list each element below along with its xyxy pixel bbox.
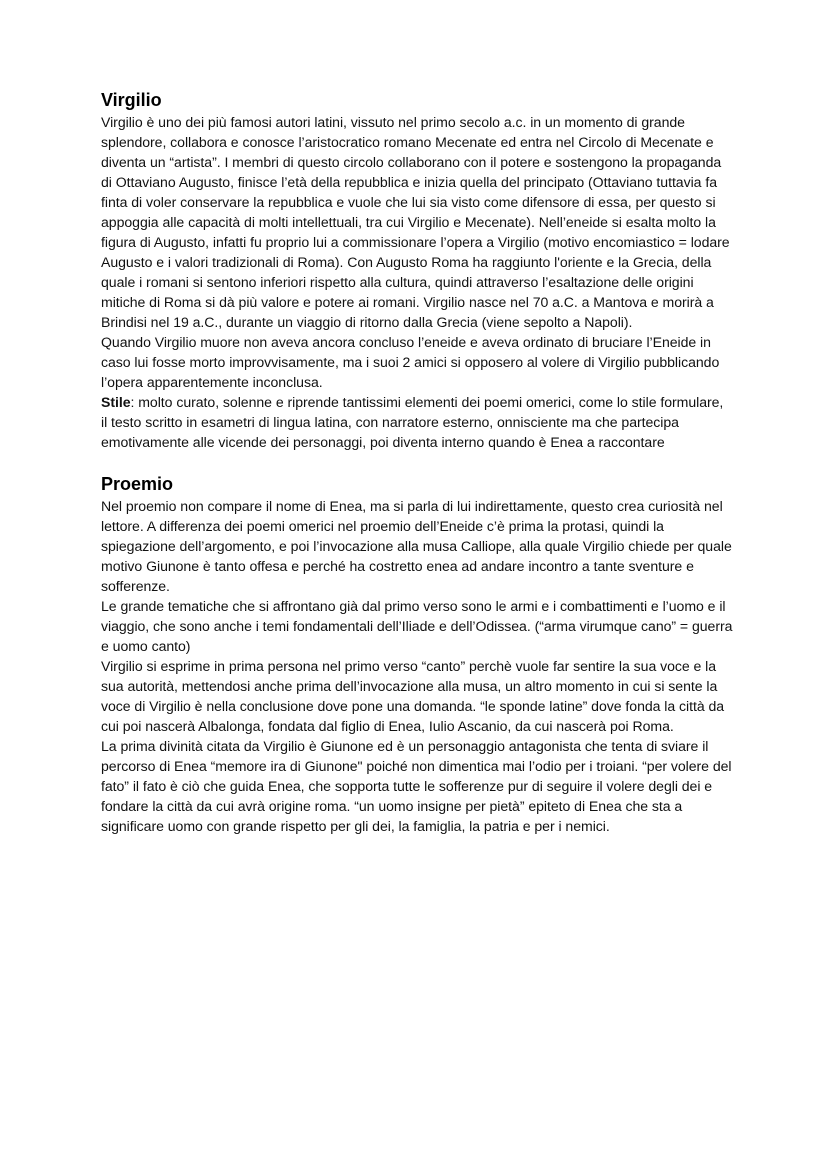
section-heading: Virgilio — [101, 90, 162, 110]
paragraph: Nel proemio non compare il nome di Enea, ma si parla di lui indirettamente, questo crea curiosità nel lettore. A differenza dei poemi omerici nel proemio dell’Eneide c’è prima la protasi, quindi la spiegazione dell’argomento, e poi l’invocazione alla musa Calliope, alla quale Virgilio chiede per quale motivo Giunone è tanto offesa e perché ha costretto enea ad andare incontro a tante sventure e sofferenze. — [101, 498, 732, 594]
paragraph: Virgilio è uno dei più famosi autori latini, vissuto nel primo secolo a.c. in un momento di grande splendore, collabora e conosce l’aristocratico romano Mecenate ed entra nel Circolo di Mecenate e diventa un “artista”. I membri di questo circolo collaborano con il potere e sostengono la propaganda di Ottaviano Augusto, finisce l’età della repubblica e inizia quella del principato (Ottaviano tuttavia fa finta di voler conservare la repubblica e vuole che lui sia visto come difensore di essa, per questo si appoggia alle capacità di molti intellettuali, tra cui Virgilio e Mecenate). Nell’eneide si esalta molto la figura di Augusto, infatti fu proprio lui a commissionare l’opera a Virgilio (motivo encomiastico = lodare Augusto e i valori tradizionali di Roma). Con Augusto Roma ha raggiunto l'oriente e la Grecia, della quale i romani si sentono inferiori rispetto alla cultura, quindi attraverso l’esaltazione delle origini mitiche di Roma si dà più valore e potere ai romani. Virgilio nasce nel 70 a.C. a Mantova e morirà a Brindisi nel 19 a.C., durante un viaggio di ritorno dalla Grecia (viene sepolto a Napoli). — [101, 114, 730, 330]
paragraph: La prima divinità citata da Virgilio è Giunone ed è un personaggio antagonista che tenta di sviare il percorso di Enea “memore ira di Giunone" poiché non dimentica mai l’odio per i troiani. “per volere del fato” il fato è ciò che guida Enea, che sopporta tutte le sofferenze pur di seguire il volere degli dei e fondare la città da cui avrà origine roma. “un uomo insigne per pietà” epiteto di Enea che sta a significare uomo con grande rispetto per gli dei, la famiglia, la patria e per i nemici. — [101, 738, 732, 834]
paragraph: Le grande tematiche che si affrontano già dal primo verso sono le armi e i combattimenti e l’uomo e il viaggio, che sono anche i temi fondamentali dell’Iliade e dell’Odissea. (“arma virumque cano” = guerra e uomo canto) — [101, 598, 733, 654]
paragraph: Virgilio si esprime in prima persona nel primo verso “canto” perchè vuole far sentire la sua voce e la sua autorità, mettendosi anche prima dell’invocazione alla musa, un altro momento in cui si sente la voce di Virgilio è nella conclusione dove pone una domanda. “le sponde latine” dove fonda la città da cui poi nascerà Albalonga, fondata dal figlio di Enea, Iulio Ascanio, da cui nascerà poi Roma. — [101, 658, 725, 734]
style-label: Stile — [101, 394, 131, 410]
style-text: : molto curato, solenne e riprende tantissimi elementi dei poemi omerici, come lo stile formulare, il testo scritto in esametri di lingua latina, con narratore esterno, onnisciente ma che partecipa emotivamente alle vicende dei personaggi, poi diventa interno quando è Enea a raccontare — [101, 394, 724, 450]
section-proemio — [101, 472, 733, 836]
section-virgilio — [101, 88, 733, 452]
section-spacer — [101, 452, 733, 472]
paragraph: Quando Virgilio muore non aveva ancora concluso l’eneide e aveva ordinato di bruciare l’Eneide in caso lui fosse morto improvvisamente, ma i suoi 2 amici si opposero al volere di Virgilio pubblicando l’opera apparentemente inconclusa. — [101, 334, 720, 390]
section-heading: Proemio — [101, 474, 174, 494]
style-paragraph — [101, 392, 733, 452]
document-page — [101, 88, 733, 836]
